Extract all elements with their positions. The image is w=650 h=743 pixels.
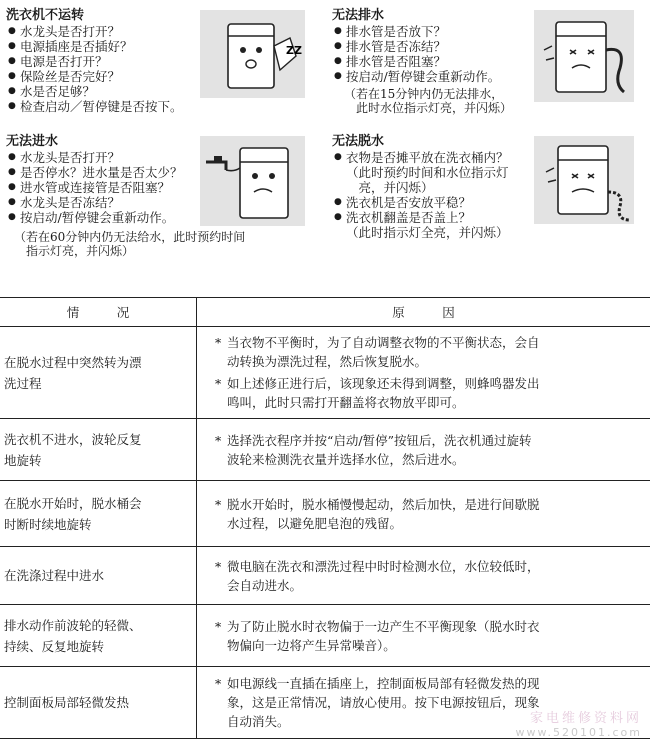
section-title: 无法进水 [6,134,59,149]
reason-cell [197,327,650,419]
situation-cell: 在洗涤过程中进水 [0,547,197,605]
washer-water-inlet-icon [200,136,305,226]
list-item: ● 洗衣机是否安放平稳？ [332,195,542,210]
watermark-url: www.520101.com [515,726,642,739]
list-item: ● 电源插座是否插好？ [6,39,226,54]
reason-cell [197,547,650,605]
header-reason: 原 因 [197,298,650,327]
table-row [0,419,650,481]
situation-cell: 洗衣机不进水，波轮反复 地旋转 [0,419,197,481]
section-not-running [6,8,226,114]
section-title: 洗衣机不运转 [6,8,85,23]
situation-cell: 排水动作前波轮的轻微、 持续、反复地旋转 [0,605,197,667]
watermark [516,707,642,739]
list-item: ● 水龙头是否打开？ [6,150,306,165]
reason-text: * 当衣物不平衡时，为了自动调整衣物的不平衡状态，会自 动转换为漂洗过程，然后恢复脱水。 [215,333,642,371]
list-item: ● 水龙头是否打开？ [6,24,226,39]
list-item: ● 保险丝是否完好？ [6,69,226,84]
table-row [0,547,650,605]
list-item: ● 电源是否打开？ [6,54,226,69]
reason-text: * 如上述修正进行后，该现象还未得到调整，则蜂鸣器发出 鸣叫，此时只需打开翻盖将衣物放平即可。 [215,374,642,412]
reason-cell [197,605,650,667]
table-row [0,481,650,547]
reason-cell [197,481,650,547]
list-item: ● 进水管或连接管是否阻塞？ [6,180,306,195]
table-row [0,327,650,419]
situation-cell: 在脱水过程中突然转为漂 洗过程 [0,327,197,419]
reason-text: * 如电源线一直插在插座上，控制面板局部有轻微发热的现 象，这是正常情况，请放心使用。按下电源按钮后，现象 自动消失。 [215,674,642,731]
reason-text: * 微电脑在洗衣和漂洗过程中时时检测水位，水位较低时， 会自动进水。 [215,557,642,595]
section-no-drain [332,8,542,115]
list-item: ● 水龙头是否冻结？ [6,195,306,210]
list-item: ● 排水管是否冻结？ [332,39,542,54]
section-title: 无法排水 [332,8,385,23]
section-title: 无法脱水 [332,134,385,149]
list-item: ● 检查启动／暂停键是否按下。 [6,99,226,114]
washer-sleeping-icon [200,10,305,98]
list-item: ● 按启动/暂停键会重新动作。 [332,69,542,84]
reason-cell [197,419,650,481]
troubleshooting-table [0,297,650,739]
reason-text: * 选择洗衣程序并按“启动/暂停”按钮后，洗衣机通过旋转 波轮来检测洗衣量并选择水位，然后进水。 [215,431,642,469]
reason-text: * 为了防止脱水时衣物偏于一边产生不平衡现象（脱水时衣 物偏向一边将产生异常噪音）。 [215,617,642,655]
header-situation: 情 况 [0,298,197,327]
situation-cell: 控制面板局部轻微发热 [0,667,197,739]
washer-spin-icon [534,136,634,224]
washer-drain-icon [534,10,634,102]
svg-text:ZZ: ZZ [286,44,302,57]
section-no-spin [332,134,542,240]
list-item: ● 衣物是否摊平放在洗衣桶内？ （此时预约时间和水位指示灯 亮，并闪烁） [332,150,542,195]
reason-text: * 脱水开始时，脱水桶慢慢起动，然后加快，是进行间歇脱 水过程，以避免肥皂泡的残留。 [215,495,642,533]
list-item: ● 按启动/暂停键会重新动作。 [6,210,306,225]
situation-cell: 在脱水开始时，脱水桶会 时断时续地旋转 [0,481,197,547]
list-item: ● 洗衣机翻盖是否盖上？ （此时指示灯全亮，并闪烁） [332,210,542,240]
watermark-cn: 家电维修资料网 [529,711,642,726]
list-item: ● 排水管是否放下？ [332,24,542,39]
list-item: ● 是否停水？进水量是否太少？ [6,165,306,180]
list-item: ● 水是否足够？ [6,84,226,99]
note-text: （若在60分钟内仍无法给水，此时预约时间 指示灯亮，并闪烁） [14,230,246,258]
note-text: （若在15分钟内仍无法排水， 此时水位指示灯亮，并闪烁） [344,87,513,115]
table-row [0,605,650,667]
list-item: ● 排水管是否阻塞？ [332,54,542,69]
